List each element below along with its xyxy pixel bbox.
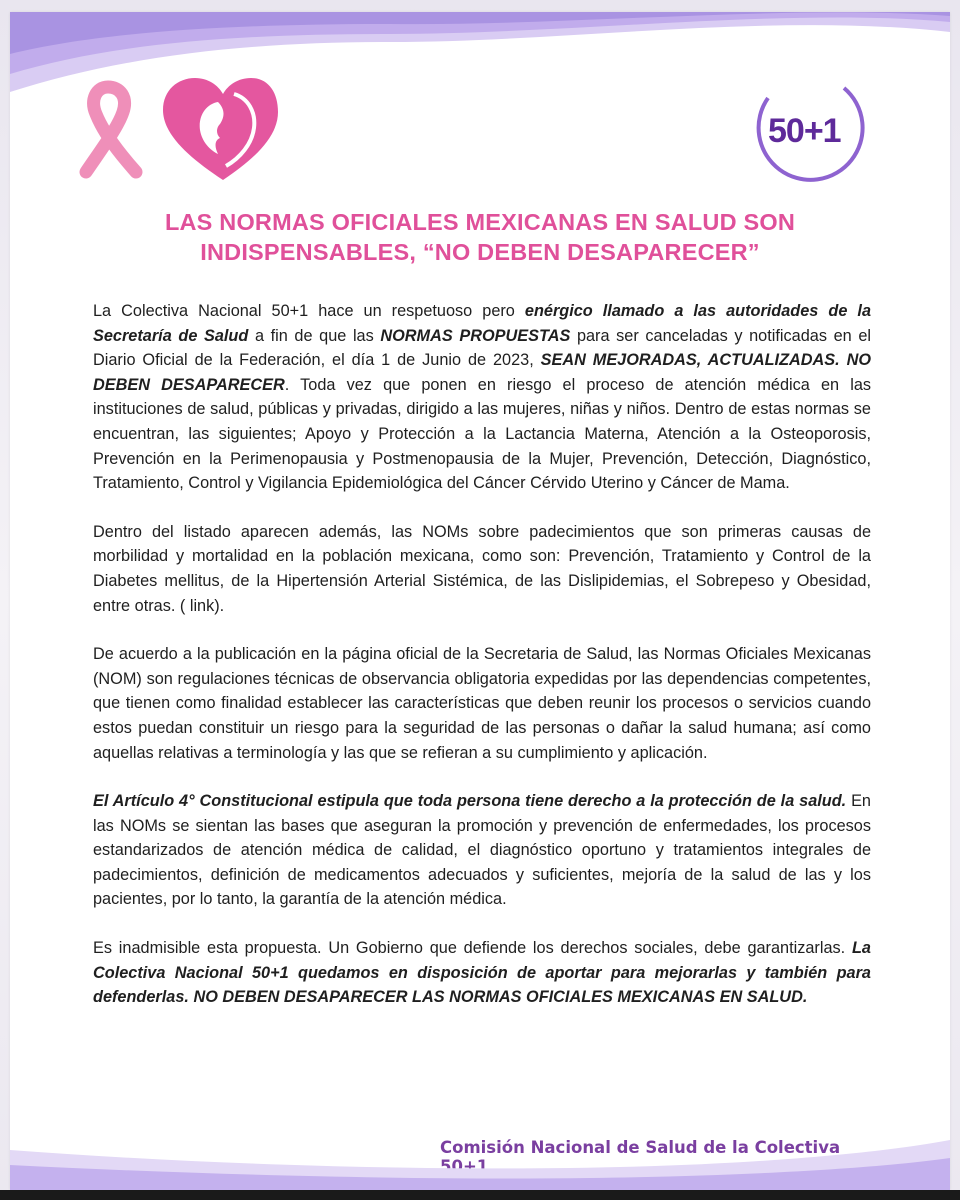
p1-emphasis-normas: NORMAS PROPUESTAS [380,326,571,345]
p1-text-e: para ser canceladas y notificadas en el Diario Oficial de la Federación, el día 1 de Junio de 2023, [93,326,871,370]
signature: Comisión Nacional de Salud de la Colectiva 50+1 [440,1138,841,1176]
logo-text: 50+1 [768,112,841,150]
fifty-plus-one-logo [748,70,870,192]
p5-emphasis-closing: La Colectiva Nacional 50+1 quedamos en disposición de aportar para mejorarlas y también para defenderlas. NO DEBEN DESAPARECER LAS NORMAS OFICIALES MEXICANAS EN SALUD. [93,939,871,1007]
headline-line-2: INDISPENSABLES, “NO DEBEN DESAPARECER” [200,239,760,265]
bottom-dark-bar [0,1190,960,1200]
p1-emphasis-demand: SEAN MEJORADAS, ACTUALIZADAS. NO DEBEN DESAPARECER [93,351,871,394]
p4-text-b: En las NOMs se sientan las bases que aseguran la promoción y prevención de enfermedades, los procesos estandarizados de atención médica de calidad, el diagnóstico oportuno y tratamientos integrales de padecimientos, definición de medicamentos adecuados y suficientes, mejoría de la salud de las y los pacientes, por lo tanto, la garantía de la atención médica. [93,792,871,909]
paragraph-4 [93,789,871,912]
p4-emphasis-article: El Artículo 4° Constitucional estipula que toda persona tiene derecho a la protección de la salud. [93,792,847,811]
p1-emphasis-call: enérgico llamado a las autoridades de la Secretaría de Salud [93,302,871,345]
p1-text-c: a fin de que las [248,326,381,345]
paragraph-5 [93,936,871,1010]
bottom-wave-decoration [10,1110,950,1190]
p5-text-a: Es inadmisible esta propuesta. Un Gobierno que defiende los derechos sociales, debe garantizarlas. [93,939,852,958]
document-page [10,12,950,1190]
headline [70,207,890,267]
ribbon-heart-logo-icon [68,72,278,187]
body-text [93,299,871,1034]
paragraph-1 [93,299,871,496]
paragraph-3: De acuerdo a la publicación en la página oficial de la Secretaria de Salud, las Normas Oficiales Mexicanas (NOM) son regulaciones técnicas de observancia obligatoria expedidas por las dependencias competentes, que tienen como finalidad establecer las características que deben reunir los procesos o servicios cuando estos puedan constituir un riesgo para la seguridad de las personas o dañar la salud humana; así como aquellas relativas a terminología y las que se refieran a su cumplimiento y aplicación. [93,645,871,762]
headline-line-1: LAS NORMAS OFICIALES MEXICANAS EN SALUD SON [164,209,796,235]
p1-text-a: La Colectiva Nacional 50+1 hace un respetuoso pero [93,302,525,320]
p1-text-g: . Toda vez que ponen en riesgo el proceso de atención médica en las instituciones de salud, públicas y privadas, dirigido a las mujeres, niñas y niños. Dentro de estas normas se encuentran, las siguientes; Apoyo y Protección a la Lactancia Materna, Atención a la Osteoporosis, Prevención en la Perimenopausia y Postmenopausia de la Mujer, Prevención, Detección, Diagnóstico, Tratamiento, Control y Vigilancia Epidemiológica del Cáncer Cérvido Uterino y Cáncer de Mama. [93,375,872,493]
paragraph-2: Dentro del listado aparecen además, las NOMs sobre padecimientos que son primeras causas de morbilidad y mortalidad en la población mexicana, como son: Prevención, Tratamiento y Control de la Diabetes mellitus, de la Hipertensión Arterial Sistémica, de las Dislipidemias, el Sobrepeso y Obesidad, entre otras. ( link). [93,522,871,615]
